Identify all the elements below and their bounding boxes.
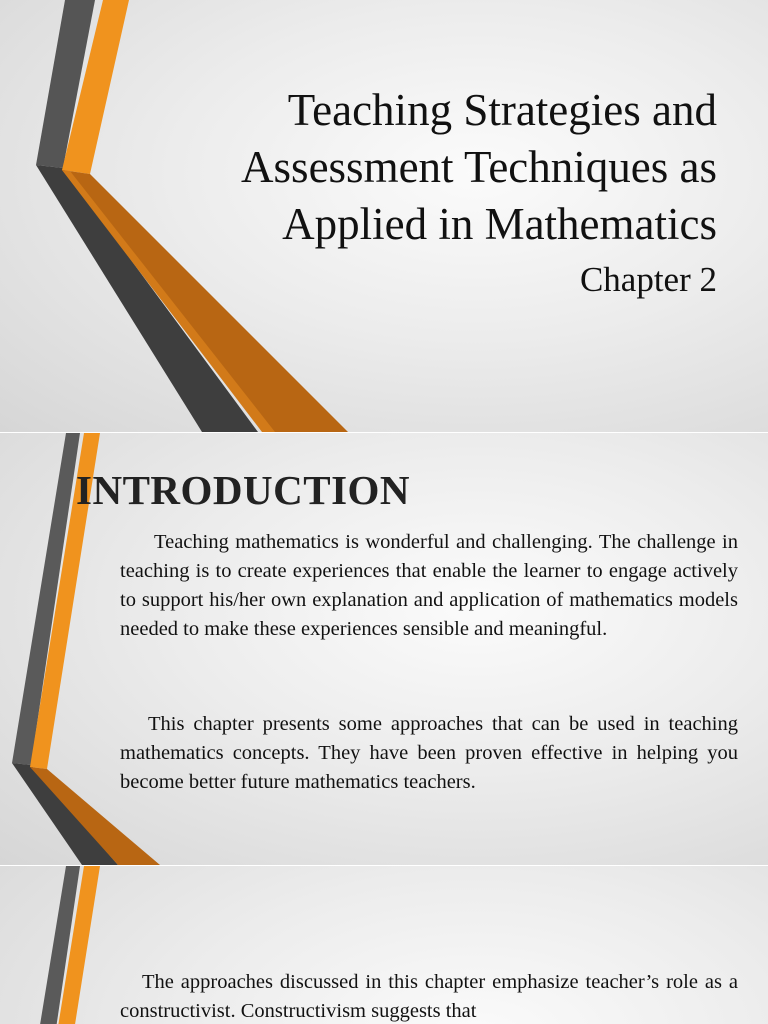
slide-title <box>0 0 768 432</box>
paragraph-1: Teaching mathematics is wonderful and challenging. The challenge in teaching is to create experiences that enable the learner to engage actively to support his/her own explanation and application of mathematics models needed to make these experiences sensible and meaningful. <box>120 531 738 640</box>
slide-approaches <box>0 866 768 1024</box>
paragraph-2: This chapter presents some approaches that can be used in teaching mathematics concepts. They have been proven effective in helping you become better future mathematics teachers. <box>120 713 738 793</box>
slide-introduction <box>0 433 768 865</box>
slide-subtitle: Chapter 2 <box>579 260 717 299</box>
slide-title-text <box>157 82 717 253</box>
gray-stripe-lower <box>12 763 118 865</box>
title-line-2: Assessment Techniques as <box>241 142 717 192</box>
slide-heading: INTRODUCTION <box>76 467 411 513</box>
paragraph-1: The approaches discussed in this chapter emphasize teacher’s role as a constructivist. Constructivism suggests that <box>120 971 738 1022</box>
title-line-1: Teaching Strategies and <box>287 85 717 135</box>
title-line-3: Applied in Mathematics <box>282 199 717 249</box>
